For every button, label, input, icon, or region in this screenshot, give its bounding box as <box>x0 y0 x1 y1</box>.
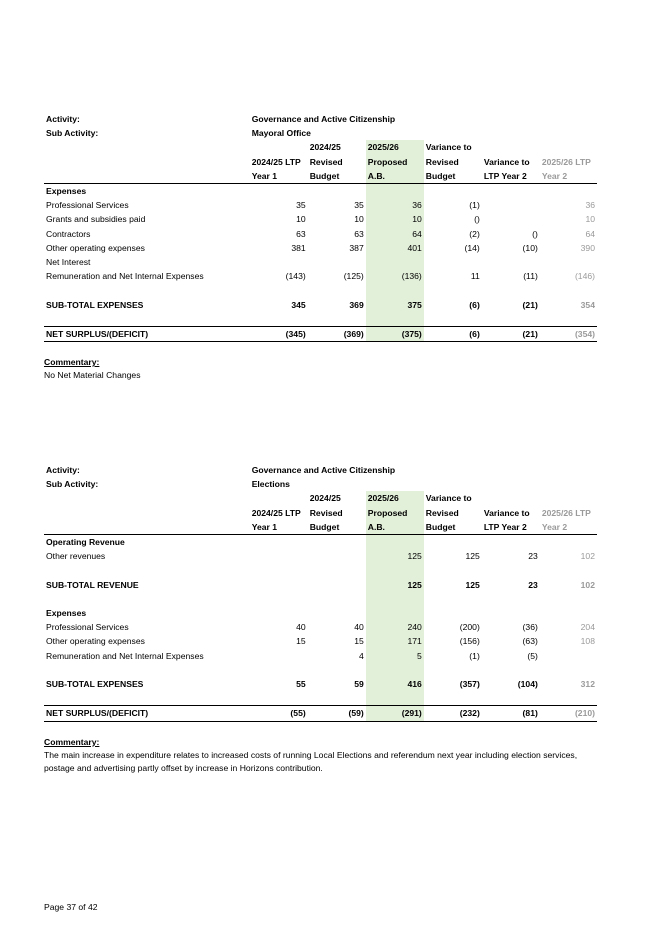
value-cell-c5 <box>482 663 540 677</box>
value-cell-c3 <box>366 691 424 706</box>
row-label <box>44 592 250 606</box>
column-header-c1 <box>250 140 308 154</box>
value-cell-c4: (1) <box>469 650 480 661</box>
value-cell-c5: (21) <box>482 327 540 342</box>
row-label: Other operating expenses <box>46 242 145 253</box>
value-cell-c4: 11 <box>470 271 480 282</box>
column-header-c5: LTP Year 2 <box>482 520 540 535</box>
mayoral-office-table <box>44 112 597 342</box>
value-cell-c6: (354) <box>540 327 597 342</box>
row-label: SUB-TOTAL EXPENSES <box>46 679 144 689</box>
value-cell-c3: 125 <box>366 549 424 563</box>
value-cell-c1 <box>250 549 308 563</box>
column-header-c1 <box>250 491 308 505</box>
value-cell-c3: 171 <box>366 634 424 648</box>
value-cell-c6: 108 <box>580 636 595 647</box>
column-header-c3: A.B. <box>366 520 424 535</box>
column-header-c3: 2025/26 <box>366 491 424 505</box>
value-cell-c3 <box>366 663 424 677</box>
value-cell-c4: (14) <box>464 242 480 253</box>
value-cell-c3 <box>366 312 424 327</box>
value-cell-c2: 63 <box>354 228 364 239</box>
column-header-c2: 2024/25 <box>309 493 341 504</box>
row-label: Other revenues <box>46 551 106 562</box>
value-cell-c3: 240 <box>366 620 424 634</box>
activity-value: Governance and Active Citizenship <box>251 114 396 124</box>
value-cell-c6: 354 <box>580 299 595 310</box>
commentary-label: Commentary: <box>44 736 100 747</box>
value-cell-c1 <box>250 592 308 606</box>
value-cell-c4 <box>424 563 482 577</box>
value-cell-c3: 416 <box>366 677 424 691</box>
value-cell-c1 <box>250 283 308 297</box>
value-cell-c4 <box>424 606 482 620</box>
sub-activity-label: Sub Activity: <box>46 128 99 139</box>
value-cell-c5 <box>482 312 540 327</box>
value-cell-c6: (210) <box>540 706 597 721</box>
spacer-row <box>44 283 597 297</box>
page-number: Page 37 of 42 <box>44 902 98 912</box>
activity-value: Governance and Active Citizenship <box>251 465 396 475</box>
row-label <box>44 563 250 577</box>
subtotal-row <box>44 298 597 312</box>
value-cell-c3: 401 <box>366 241 424 255</box>
value-cell-c2 <box>308 691 366 706</box>
sub-activity-row <box>44 477 597 491</box>
column-header-c6: Year 2 <box>540 169 597 184</box>
value-cell-c1 <box>250 563 308 577</box>
value-cell-c2 <box>308 592 366 606</box>
column-header-c6 <box>540 140 597 154</box>
row-label: Professional Services <box>46 622 129 633</box>
value-cell-c2 <box>308 255 366 269</box>
value-cell-c2: 40 <box>354 622 364 633</box>
value-cell-c3: 375 <box>366 298 424 312</box>
value-cell-c3 <box>366 535 424 550</box>
value-cell-c6 <box>540 184 597 199</box>
mayoral-office-section <box>44 112 597 383</box>
value-cell-c1 <box>250 649 308 663</box>
value-cell-c2 <box>308 606 366 620</box>
value-cell-c2: 35 <box>354 200 364 211</box>
value-cell-c1 <box>250 663 308 677</box>
sub-activity-row <box>44 126 597 140</box>
column-header-row <box>44 506 597 520</box>
sub-activity-label: Sub Activity: <box>46 479 99 490</box>
activity-row <box>44 463 597 477</box>
value-cell-c3 <box>366 255 424 269</box>
row-label: SUB-TOTAL REVENUE <box>46 579 139 590</box>
row-label <box>44 283 250 297</box>
spacer-row <box>44 563 597 577</box>
value-cell-c1: 35 <box>296 200 306 211</box>
column-header-c4: Budget <box>424 169 482 184</box>
value-cell-c4 <box>424 312 482 327</box>
row-label: Professional Services <box>46 200 129 211</box>
row-label: Expenses <box>46 186 87 197</box>
spacer-row <box>44 592 597 606</box>
value-cell-c6 <box>540 649 597 663</box>
value-cell-c3: 125 <box>366 578 424 592</box>
commentary-text: The main increase in expenditure relates to increased costs of running Local Elections and referendum next year including election services, postage and advertising partly offset by increase in Horizons contribution. <box>44 749 578 773</box>
column-header-c2: Revised <box>309 507 343 518</box>
row-label: SUB-TOTAL EXPENSES <box>46 299 144 310</box>
value-cell-c5: (36) <box>522 622 538 633</box>
row-label <box>44 312 250 327</box>
column-header-c5 <box>482 140 540 154</box>
sub-activity-value: Elections <box>251 479 290 490</box>
row-label: Contractors <box>46 228 91 239</box>
value-cell-c4: (156) <box>459 636 480 647</box>
value-cell-c6: (146) <box>574 271 595 282</box>
value-cell-c3 <box>366 592 424 606</box>
value-cell-c1: (345) <box>250 327 308 342</box>
value-cell-c3: (291) <box>366 706 424 721</box>
net-surplus-row <box>44 706 597 721</box>
value-cell-c2 <box>308 184 366 199</box>
column-header-c4: Revised <box>425 156 459 167</box>
sub-activity-value: Mayoral Office <box>251 128 311 139</box>
row-label: Grants and subsidies paid <box>46 214 146 225</box>
value-cell-c5: (5) <box>527 650 538 661</box>
value-cell-c1: 15 <box>296 636 306 647</box>
column-header-c1: Year 1 <box>250 169 308 184</box>
value-cell-c5 <box>482 563 540 577</box>
row-label <box>44 691 250 706</box>
value-cell-c5: (10) <box>522 242 538 253</box>
value-cell-c1 <box>250 606 308 620</box>
value-cell-c4 <box>424 184 482 199</box>
column-header-c6 <box>540 491 597 505</box>
spacer-row <box>44 691 597 706</box>
value-cell-c6 <box>540 592 597 606</box>
value-cell-c2: (125) <box>343 271 364 282</box>
value-cell-c2: 369 <box>349 299 364 310</box>
value-cell-c3: (375) <box>366 327 424 342</box>
value-cell-c1 <box>250 255 308 269</box>
value-cell-c1: 10 <box>296 214 306 225</box>
value-cell-c4: (2) <box>469 228 480 239</box>
value-cell-c3 <box>366 184 424 199</box>
column-header-c5: Variance to <box>483 156 530 167</box>
table-row <box>44 634 597 648</box>
column-header-row <box>44 140 597 154</box>
elections-table <box>44 463 597 722</box>
row-label: Remuneration and Net Internal Expenses <box>46 271 204 282</box>
value-cell-c6 <box>540 312 597 327</box>
value-cell-c1: (55) <box>250 706 308 721</box>
column-header-c5 <box>482 491 540 505</box>
value-cell-c2 <box>308 549 366 563</box>
value-cell-c3: 10 <box>366 212 424 226</box>
row-label: Net Interest <box>46 257 91 268</box>
column-header-c1: 2024/25 LTP <box>251 507 301 518</box>
value-cell-c4 <box>424 663 482 677</box>
value-cell-c2 <box>308 535 366 550</box>
row-label: NET SURPLUS/(DEFICIT) <box>44 327 250 342</box>
header-blank <box>44 140 250 154</box>
value-cell-c2 <box>308 312 366 327</box>
table-row <box>44 606 597 620</box>
column-header-c3: Proposed <box>366 155 424 169</box>
header-blank <box>44 155 250 169</box>
value-cell-c5: (63) <box>522 636 538 647</box>
table-row <box>44 255 597 269</box>
value-cell-c6 <box>540 691 597 706</box>
column-header-c1: 2024/25 LTP <box>251 156 301 167</box>
value-cell-c4 <box>424 592 482 606</box>
value-cell-c4 <box>424 691 482 706</box>
value-cell-c4: 125 <box>465 579 480 590</box>
value-cell-c4: () <box>474 214 480 225</box>
value-cell-c1 <box>250 312 308 327</box>
value-cell-c3: 5 <box>366 649 424 663</box>
column-header-c6: Year 2 <box>540 520 597 535</box>
value-cell-c6: 312 <box>580 679 595 689</box>
value-cell-c3 <box>366 283 424 297</box>
header-blank <box>44 520 250 535</box>
value-cell-c6 <box>540 535 597 550</box>
value-cell-c2 <box>308 563 366 577</box>
column-header-c4: Revised <box>425 507 459 518</box>
column-header-row <box>44 169 597 184</box>
column-header-c2: Budget <box>308 169 366 184</box>
value-cell-c4: (232) <box>424 706 482 721</box>
value-cell-c5 <box>482 691 540 706</box>
column-header-c4: Budget <box>424 520 482 535</box>
row-label: Expenses <box>46 608 87 618</box>
value-cell-c5: (81) <box>482 706 540 721</box>
commentary-label: Commentary: <box>44 357 100 368</box>
activity-row <box>44 112 597 126</box>
subtotal-row <box>44 578 597 592</box>
table-row <box>44 649 597 663</box>
value-cell-c5: 23 <box>528 551 538 562</box>
row-label: Operating Revenue <box>46 537 125 548</box>
column-header-c6: 2025/26 LTP <box>541 507 591 518</box>
header-blank <box>44 506 250 520</box>
activity-label: Activity: <box>46 114 80 124</box>
commentary-text: No Net Material Changes <box>44 370 141 381</box>
column-header-row <box>44 491 597 505</box>
column-header-c5: LTP Year 2 <box>482 169 540 184</box>
value-cell-c4: (6) <box>469 299 480 310</box>
header-blank <box>44 491 250 505</box>
value-cell-c2: 387 <box>349 242 364 253</box>
spacer-row <box>44 663 597 677</box>
value-cell-c1: 55 <box>296 679 306 689</box>
table-row <box>44 241 597 255</box>
value-cell-c2 <box>308 578 366 592</box>
table-row <box>44 184 597 199</box>
row-label: Other operating expenses <box>46 636 145 647</box>
value-cell-c2: 59 <box>354 679 364 689</box>
value-cell-c2: 10 <box>354 214 364 225</box>
value-cell-c3: (136) <box>366 269 424 283</box>
column-header-c3: 2025/26 <box>366 140 424 154</box>
value-cell-c4 <box>424 255 482 269</box>
row-label: Remuneration and Net Internal Expenses <box>46 650 204 661</box>
column-header-c4: Variance to <box>425 142 472 153</box>
value-cell-c4 <box>424 535 482 550</box>
value-cell-c3: 64 <box>366 227 424 241</box>
value-cell-c6: 390 <box>580 242 595 253</box>
column-header-c6: 2025/26 LTP <box>541 156 591 167</box>
value-cell-c2: (369) <box>308 327 366 342</box>
value-cell-c2: (59) <box>308 706 366 721</box>
value-cell-c5: (11) <box>523 271 538 282</box>
value-cell-c1 <box>250 578 308 592</box>
value-cell-c5 <box>482 606 540 620</box>
table-row <box>44 212 597 226</box>
value-cell-c6: 10 <box>585 214 595 225</box>
column-header-c2: 2024/25 <box>309 142 341 153</box>
value-cell-c6: 36 <box>585 200 595 211</box>
value-cell-c5: 23 <box>528 579 538 590</box>
value-cell-c4: 125 <box>465 551 480 562</box>
table-row <box>44 549 597 563</box>
value-cell-c1: (143) <box>285 271 306 282</box>
column-header-c3: A.B. <box>366 169 424 184</box>
row-label <box>44 663 250 677</box>
value-cell-c6: 204 <box>580 622 595 633</box>
value-cell-c4: (6) <box>424 327 482 342</box>
row-label: NET SURPLUS/(DEFICIT) <box>44 706 250 721</box>
column-header-c2: Revised <box>309 156 343 167</box>
value-cell-c6 <box>540 255 597 269</box>
table-row <box>44 535 597 550</box>
value-cell-c6 <box>540 283 597 297</box>
value-cell-c3 <box>366 563 424 577</box>
value-cell-c5: (104) <box>517 679 538 689</box>
value-cell-c5 <box>482 535 540 550</box>
value-cell-c3 <box>366 606 424 620</box>
value-cell-c3: 36 <box>366 198 424 212</box>
value-cell-c5 <box>482 198 540 212</box>
value-cell-c2 <box>308 283 366 297</box>
value-cell-c5 <box>482 255 540 269</box>
value-cell-c2: 4 <box>358 650 364 661</box>
value-cell-c1 <box>250 184 308 199</box>
table-row <box>44 620 597 634</box>
value-cell-c1 <box>250 691 308 706</box>
column-header-c4: Variance to <box>425 493 472 504</box>
subtotal-row <box>44 677 597 691</box>
column-header-row <box>44 520 597 535</box>
value-cell-c6: 102 <box>580 579 595 590</box>
value-cell-c1: 40 <box>296 622 306 633</box>
value-cell-c5 <box>482 283 540 297</box>
value-cell-c5 <box>482 184 540 199</box>
column-header-c2: Budget <box>308 520 366 535</box>
column-header-c3: Proposed <box>366 506 424 520</box>
value-cell-c5 <box>482 212 540 226</box>
value-cell-c1: 63 <box>296 228 306 239</box>
value-cell-c5: () <box>532 228 538 239</box>
value-cell-c6: 102 <box>580 551 595 562</box>
column-header-c5: Variance to <box>483 507 530 518</box>
net-surplus-row <box>44 327 597 342</box>
table-row <box>44 269 597 283</box>
activity-label: Activity: <box>46 465 80 475</box>
spacer-row <box>44 312 597 327</box>
value-cell-c1 <box>250 535 308 550</box>
value-cell-c4: (200) <box>459 622 480 633</box>
value-cell-c6 <box>540 663 597 677</box>
table-row <box>44 198 597 212</box>
value-cell-c6 <box>540 606 597 620</box>
value-cell-c4: (1) <box>469 200 480 211</box>
value-cell-c6 <box>540 563 597 577</box>
value-cell-c2: 15 <box>354 636 364 647</box>
column-header-c1: Year 1 <box>250 520 308 535</box>
value-cell-c5 <box>482 592 540 606</box>
elections-section <box>44 463 597 775</box>
value-cell-c4 <box>424 283 482 297</box>
header-blank <box>44 169 250 184</box>
value-cell-c1: 381 <box>291 242 306 253</box>
value-cell-c1: 345 <box>291 299 306 310</box>
value-cell-c2 <box>308 663 366 677</box>
value-cell-c4: (357) <box>459 679 480 689</box>
table-row <box>44 227 597 241</box>
column-header-row <box>44 155 597 169</box>
value-cell-c5: (21) <box>522 299 538 310</box>
value-cell-c6: 64 <box>585 228 595 239</box>
